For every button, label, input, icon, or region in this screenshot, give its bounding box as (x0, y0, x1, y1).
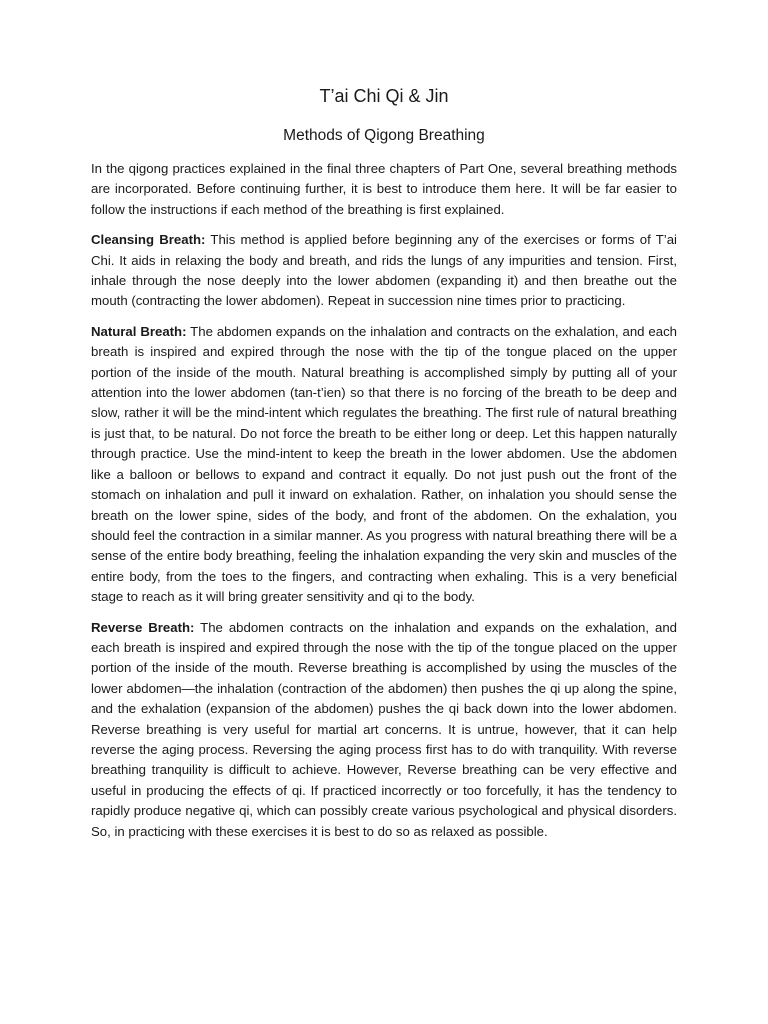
intro-paragraph: In the qigong practices explained in the final three chapters of Part One, several breathing methods are incorporated. Before continuing further, it is best to introduce them here. It will be far easier to follow the instructions if each method of the breathing is first explained. (91, 161, 677, 217)
cleansing-breath-text: This method is applied before beginning any of the exercises or forms of T’ai Chi. It aids in relaxing the body and breath, and rids the lungs of any impurities and tension. First, inhale through the nose deeply into the lower abdomen (expanding it) and then breathe out the mouth (contracting the lower abdomen). Repeat in succession nine times prior to practicing. (91, 232, 677, 309)
cleansing-breath-heading: Cleansing Breath: (91, 232, 206, 248)
reverse-breath-text: The abdomen contracts on the inhalation and expands on the exhalation, and each breath is inspired and expired through the nose with the tip of the tongue placed on the upper portion of the inside of the mouth. Reverse breathing is accomplished by using the muscles of the lower abdomen—the inhalation (contraction of the abdomen) then pushes the qi up along the spine, and the exhalation (expansion of the abdomen) pushes the qi back down into the lower abdomen. Reverse breathing is very useful for martial art concerns. It is untrue, however, that it can help reverse the aging process. Reversing the aging process first has to do with tranquility. With reverse breathing tranquility is difficult to achieve. However, Reverse breathing can be very effective and useful in producing the effects of qi. If practiced incorrectly or too forcefully, it has the tendency to rapidly produce negative qi, which can possibly create various psychological and physical disorders. So, in practicing with these exercises it is best to do so as relaxed as possible. (91, 619, 678, 839)
section-title: Methods of Qigong Breathing (283, 127, 485, 144)
page-title: T’ai Chi Qi & Jin (319, 86, 449, 106)
reverse-breath-paragraph (91, 618, 677, 842)
natural-breath-paragraph (91, 322, 677, 608)
reverse-breath-heading: Reverse Breath: (91, 619, 195, 635)
cleansing-breath-paragraph (91, 230, 677, 312)
natural-breath-text: The abdomen expands on the inhalation and contracts on the exhalation, and each breath is inspired and expired through the nose with the tip of the tongue placed on the upper portion of the inside of the mouth. Natural breathing is accomplished simply by putting all of your attention into the lower abdomen (tan-t’ien) so that there is no forcing of the breath to be deep and slow, rather it will be the mind-intent which regulates the breathing. The first rule of natural breathing is just that, to be natural. Do not force the breath to be either long or deep. Let this happen naturally through practice. Use the mind-intent to keep the breath in the lower abdomen. Use the abdomen like a balloon or bellows to expand and contract it equally. Do not just push out the front of the stomach on inhalation and pull it inward on exhalation. Rather, on inhalation you should sense the breath on the lower spine, sides of the body, and front of the abdomen. On the exhalation, you should feel the contraction in a similar manner. As you progress with natural breathing there will be a sense of the entire body breathing, feeling the inhalation expanding the very skin and muscles of the entire body, from the toes to the fingers, and contracting when exhaling. This is a very beneficial stage to reach as it will bring greater sensitivity and qi to the body. (91, 323, 677, 605)
natural-breath-heading: Natural Breath: (91, 323, 187, 339)
